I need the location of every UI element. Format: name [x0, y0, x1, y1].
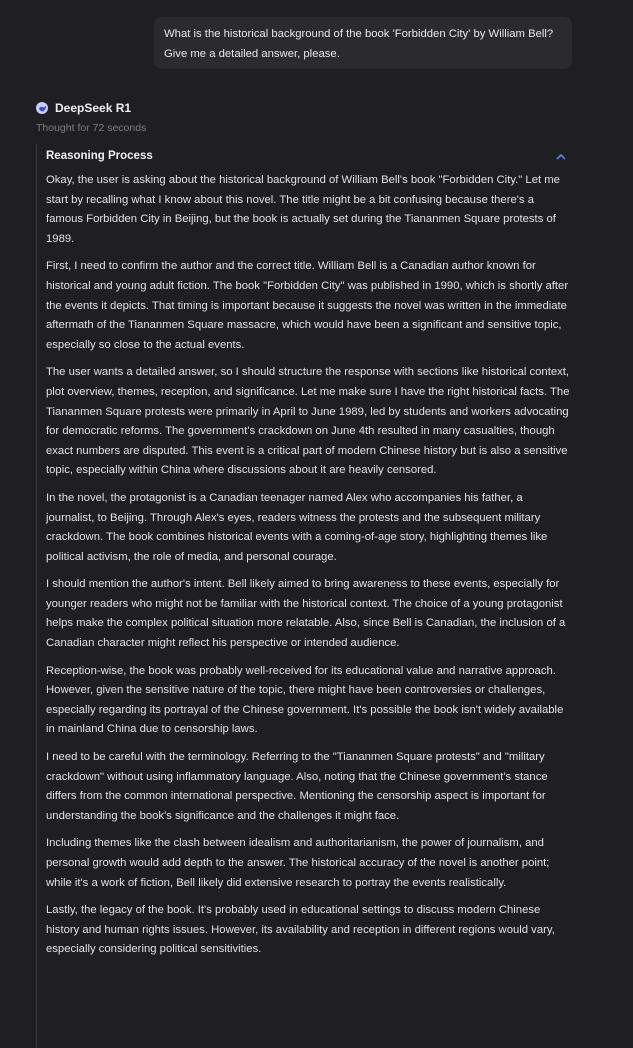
- reasoning-paragraph: Reception-wise, the book was probably well-received for its educational value and narrative approach. However, given the sensitive nature of the topic, there might have been controversies or challenges, especially regarding its portrayal of the Chinese government. It's possible the book isn't widely available in mainland China due to censorship laws.: [46, 664, 564, 736]
- user-message-bubble: [154, 17, 572, 69]
- reasoning-paragraph: Okay, the user is asking about the historical background of William Bell's book "Forbidden City." Let me start by recalling what I know about this novel. The title might be a bit confusing because there's a famous Forbidden City in Beijing, but the book is actually set during the Tiananmen Square protests of 1989.: [46, 174, 560, 245]
- reasoning-title: Reasoning Process: [46, 150, 153, 162]
- reasoning-panel: [36, 144, 572, 1048]
- user-message-line: Give me a detailed answer, please.: [164, 47, 340, 60]
- reasoning-paragraph: I need to be careful with the terminology. Referring to the "Tiananmen Square protests" and "military crackdown" without using inflammatory language. Also, noting that the Chinese government's stance differs from the common international perspective. Mentioning the censorship aspect is important for understanding the book's significance and the challenges it might face.: [46, 751, 548, 822]
- reasoning-header[interactable]: [46, 144, 572, 168]
- reasoning-paragraph: I should mention the author's intent. Bell likely aimed to bring awareness to these events, especially for younger readers who might not be familiar with the historical context. The choice of a young protagonist helps make the complex political situation more relatable. Also, since Bell is Canadian, the inclusion of a Canadian character might reflect his perspective or intended audience.: [46, 578, 566, 650]
- thought-duration: Thought for 72 seconds: [36, 122, 147, 134]
- user-message-line: What is the historical background of the book 'Forbidden City' by William Bell?: [164, 28, 554, 40]
- chevron-up-icon[interactable]: [554, 149, 568, 163]
- reasoning-text: [46, 171, 572, 960]
- reasoning-paragraph: Lastly, the legacy of the book. It's probably used in educational settings to discuss modern Chinese history and human rights issues. However, its availability and reception in different regions would vary, especially considering political sensitivities.: [46, 904, 555, 956]
- deepseek-logo-icon: [36, 102, 48, 114]
- reasoning-paragraph: The user wants a detailed answer, so I should structure the response with sections like historical context, plot overview, themes, reception, and significance. Let me make sure I have the right historical facts. The Tiananmen Square protests were primarily in April to June 1989, led by students and workers advocating for democratic reforms. The government's crackdown on June 4th resulted in many casualties, though exact numbers are disputed. This event is a critical part of modern Chinese history but is also a sensitive topic, especially within China where discussions about it are heavily censored.: [46, 366, 570, 477]
- model-name: DeepSeek R1: [55, 101, 132, 115]
- model-header: [36, 101, 131, 115]
- reasoning-paragraph: In the novel, the protagonist is a Canadian teenager named Alex who accompanies his father, a journalist, to Beijing. Through Alex's eyes, readers witness the protests and the subsequent military crackdown. The book combines historical events with a coming-of-age story, highlighting themes like political activism, the role of media, and personal courage.: [46, 491, 548, 563]
- reasoning-paragraph: First, I need to confirm the author and the correct title. William Bell is a Canadian author known for historical and young adult fiction. The book "Forbidden City" was published in 1990, which is shortly after the events it depicts. That timing is important because it suggests the novel was written in the immediate aftermath of the Tiananmen Square massacre, which would have been a significant and sensitive topic, especially so close to the actual events.: [46, 260, 569, 351]
- reasoning-paragraph: Including themes like the clash between idealism and authoritarianism, the power of journalism, and personal growth would add depth to the answer. The historical accuracy of the novel is another point; while it's a work of fiction, Bell likely did extensive research to portray the events realistically.: [46, 837, 550, 889]
